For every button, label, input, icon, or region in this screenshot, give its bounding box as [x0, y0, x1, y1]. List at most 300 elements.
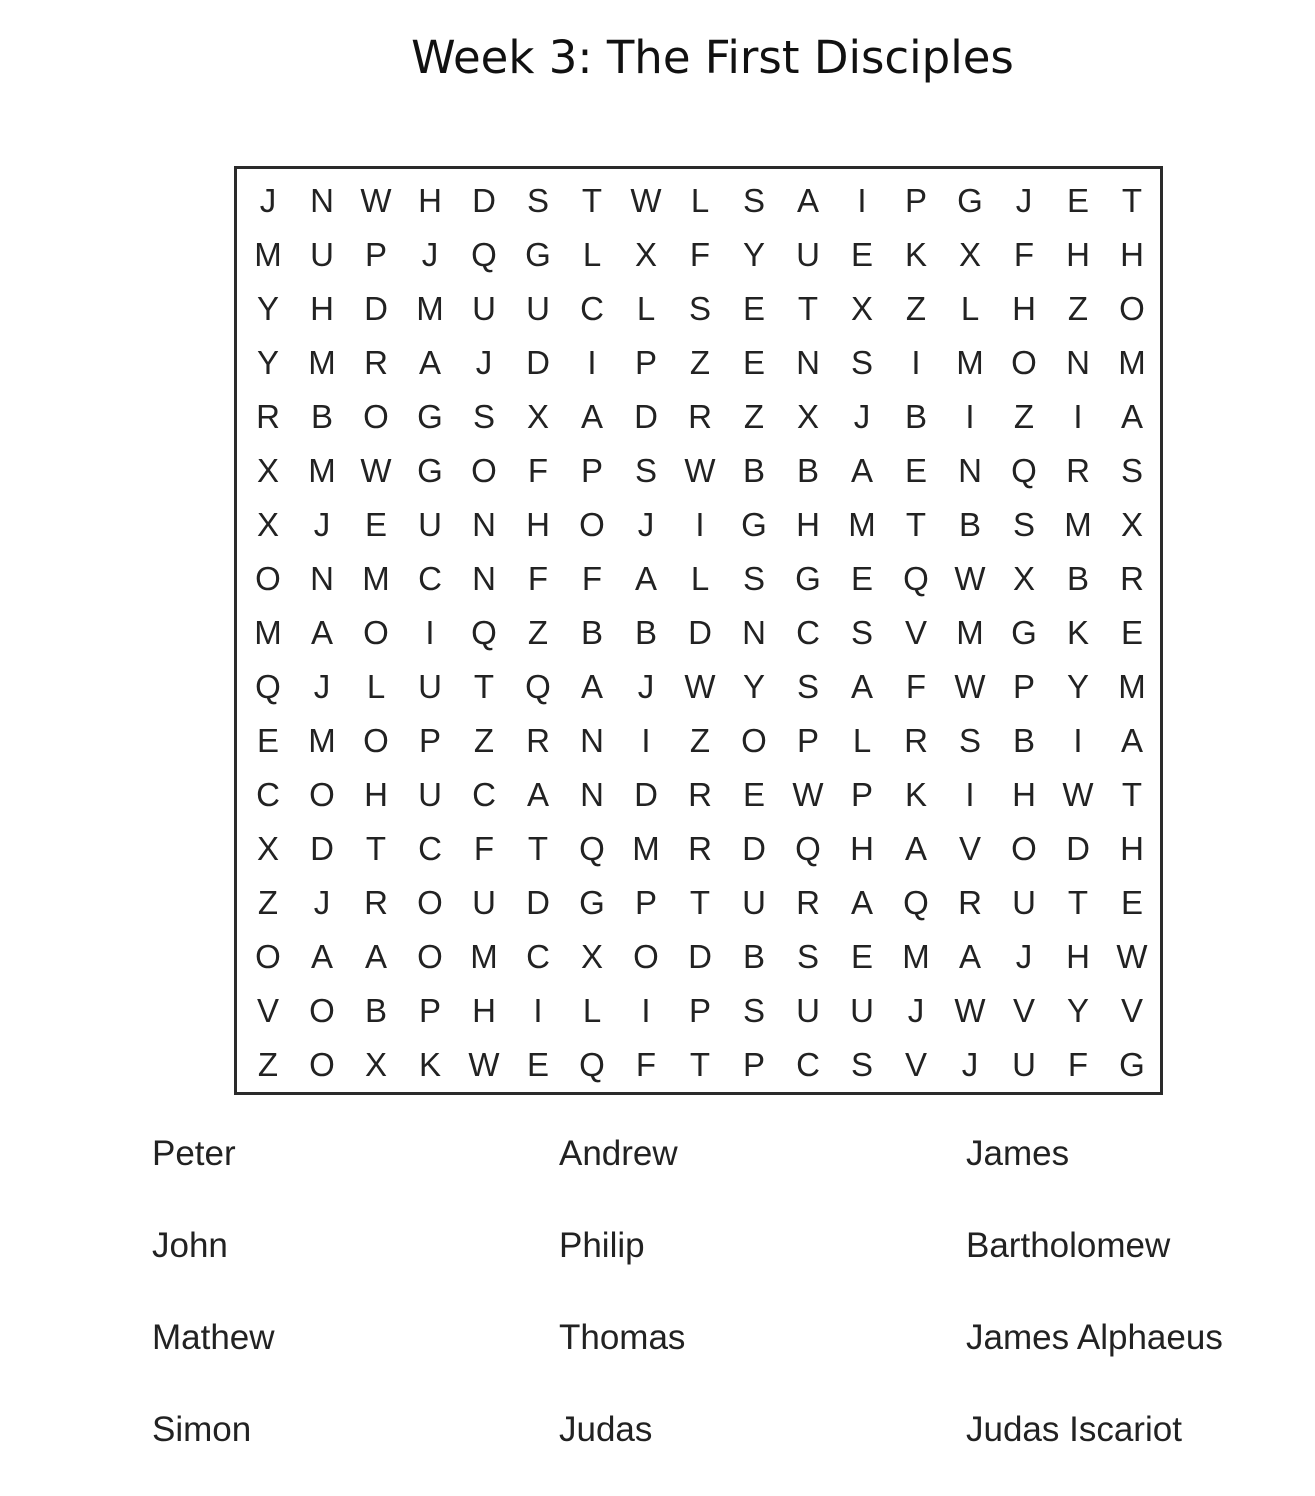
- grid-letter: D: [1066, 829, 1090, 867]
- grid-letter: T: [689, 1045, 711, 1083]
- grid-letter: A: [850, 451, 873, 489]
- grid-letter: E: [850, 937, 873, 975]
- grid-letter: M: [254, 613, 282, 651]
- grid-letter: C: [526, 937, 550, 975]
- grid-letter: B: [364, 991, 387, 1029]
- grid-letter: K: [1066, 613, 1089, 651]
- grid-letter: F: [689, 235, 711, 273]
- grid-letter: Z: [905, 289, 927, 327]
- grid-letter: T: [797, 289, 819, 327]
- grid-letter: N: [1066, 343, 1090, 381]
- grid-letter: R: [958, 883, 982, 921]
- grid-letter: J: [1015, 181, 1033, 219]
- word-list-item: Peter: [152, 1134, 236, 1173]
- grid-letter: A: [1120, 721, 1143, 759]
- grid-letter: U: [310, 235, 334, 273]
- grid-letter: M: [416, 289, 444, 327]
- grid-letter: O: [363, 613, 389, 651]
- grid-letter: C: [580, 289, 604, 327]
- grid-letter: O: [1119, 289, 1145, 327]
- grid-letter: A: [1120, 397, 1143, 435]
- grid-letter: S: [742, 559, 765, 597]
- grid-letter: T: [1121, 775, 1143, 813]
- grid-letter: S: [526, 181, 549, 219]
- grid-letter: E: [364, 505, 387, 543]
- grid-letter: M: [1064, 505, 1092, 543]
- grid-letter: O: [633, 937, 659, 975]
- grid-letter: R: [364, 343, 388, 381]
- word-list-item: Judas: [559, 1410, 653, 1449]
- grid-letter: D: [688, 613, 712, 651]
- grid-letter: U: [1012, 1045, 1036, 1083]
- word-list-item: Thomas: [559, 1318, 686, 1357]
- grid-letter: I: [965, 775, 975, 813]
- grid-letter: O: [579, 505, 605, 543]
- word-list-item: James: [966, 1134, 1070, 1173]
- grid-letter: P: [418, 991, 441, 1029]
- grid-letter: J: [853, 397, 871, 435]
- grid-letter: S: [850, 343, 873, 381]
- grid-letter: E: [1066, 181, 1089, 219]
- grid-letter: Z: [473, 721, 495, 759]
- grid-letter: V: [256, 991, 279, 1029]
- grid-letter: O: [309, 775, 335, 813]
- grid-letter: Q: [525, 667, 551, 705]
- grid-letter: B: [1066, 559, 1089, 597]
- grid-letter: R: [364, 883, 388, 921]
- grid-letter: G: [1011, 613, 1037, 651]
- grid-letter: G: [525, 235, 551, 273]
- grid-letter: E: [1120, 613, 1143, 651]
- grid-letter: O: [255, 937, 281, 975]
- grid-letter: D: [364, 289, 388, 327]
- word-list: [152, 1128, 1312, 1468]
- grid-letter: B: [634, 613, 657, 651]
- word-list-item: Philip: [559, 1226, 645, 1265]
- grid-letter: P: [904, 181, 927, 219]
- grid-letter: X: [958, 235, 981, 273]
- grid-letter: F: [527, 451, 549, 489]
- grid-letter: A: [310, 613, 333, 651]
- grid-letter: U: [472, 289, 496, 327]
- grid-letter: R: [688, 829, 712, 867]
- grid-letter: A: [526, 775, 549, 813]
- grid-letter: P: [688, 991, 711, 1029]
- grid-letter: H: [1066, 937, 1090, 975]
- grid-letter: M: [308, 343, 336, 381]
- grid-letter: J: [961, 1045, 979, 1083]
- grid-letter: M: [254, 235, 282, 273]
- grid-letter: L: [366, 667, 386, 705]
- grid-letter: B: [904, 397, 927, 435]
- grid-letter: N: [796, 343, 820, 381]
- grid-letter: A: [418, 343, 441, 381]
- grid-letter: J: [907, 991, 925, 1029]
- grid-letter: A: [958, 937, 981, 975]
- grid-letter: H: [364, 775, 388, 813]
- grid-letter: F: [635, 1045, 657, 1083]
- word-list-item: John: [152, 1226, 228, 1265]
- grid-letter: A: [634, 559, 657, 597]
- grid-letter: S: [1012, 505, 1035, 543]
- grid-letter: S: [796, 937, 819, 975]
- grid-letter: W: [684, 667, 716, 705]
- grid-letter: H: [1120, 235, 1144, 273]
- grid-letter: M: [470, 937, 498, 975]
- grid-letter: K: [904, 775, 927, 813]
- grid-letter: O: [255, 559, 281, 597]
- grid-letter: H: [310, 289, 334, 327]
- grid-letter: N: [310, 181, 334, 219]
- grid-letter: H: [526, 505, 550, 543]
- grid-letter: H: [1066, 235, 1090, 273]
- grid-letter: F: [1013, 235, 1035, 273]
- grid-letter: E: [742, 289, 765, 327]
- grid-letter: F: [473, 829, 495, 867]
- grid-letter: R: [1066, 451, 1090, 489]
- grid-letter: B: [310, 397, 333, 435]
- grid-letter: W: [1062, 775, 1094, 813]
- grid-letter: N: [472, 505, 496, 543]
- grid-letter: K: [904, 235, 927, 273]
- grid-letter: W: [792, 775, 824, 813]
- grid-letter: A: [580, 667, 603, 705]
- grid-letter: W: [954, 559, 986, 597]
- grid-letter: N: [472, 559, 496, 597]
- grid-letter: D: [472, 181, 496, 219]
- grid-letter: D: [742, 829, 766, 867]
- grid-letter: M: [308, 721, 336, 759]
- grid-letter: N: [580, 775, 604, 813]
- grid-letter: G: [417, 397, 443, 435]
- grid-letter: H: [418, 181, 442, 219]
- grid-letter: R: [688, 397, 712, 435]
- grid-letter: F: [527, 559, 549, 597]
- grid-letter: W: [1116, 937, 1148, 975]
- grid-letter: P: [634, 883, 657, 921]
- grid-letter: M: [848, 505, 876, 543]
- grid-letter: J: [637, 505, 655, 543]
- grid-letter: R: [796, 883, 820, 921]
- grid-letter: A: [364, 937, 387, 975]
- grid-letter: O: [417, 883, 443, 921]
- grid-letter: R: [688, 775, 712, 813]
- grid-letter: Z: [1013, 397, 1035, 435]
- grid-letter: J: [259, 181, 277, 219]
- grid-letter: Q: [903, 559, 929, 597]
- word-list-item: Mathew: [152, 1318, 275, 1357]
- grid-letter: Y: [742, 667, 765, 705]
- grid-letter: Z: [743, 397, 765, 435]
- grid-letter: X: [1120, 505, 1143, 543]
- grid-letter: I: [1073, 397, 1083, 435]
- grid-letter: H: [1012, 775, 1036, 813]
- grid-letter: A: [796, 181, 819, 219]
- grid-letter: D: [634, 397, 658, 435]
- grid-letter: I: [533, 991, 543, 1029]
- grid-letter: Q: [579, 829, 605, 867]
- grid-letter: J: [637, 667, 655, 705]
- grid-letter: O: [1011, 343, 1037, 381]
- grid-letter: O: [309, 1045, 335, 1083]
- grid-letter: T: [1067, 883, 1089, 921]
- grid-letter: O: [363, 397, 389, 435]
- page-title: Week 3: The First Disciples: [411, 31, 1014, 84]
- grid-letter: X: [256, 505, 279, 543]
- grid-letter: O: [1011, 829, 1037, 867]
- grid-letter: S: [742, 181, 765, 219]
- grid-letter: A: [580, 397, 603, 435]
- grid-letter: T: [689, 883, 711, 921]
- grid-letter: O: [309, 991, 335, 1029]
- grid-letter: L: [582, 235, 602, 273]
- grid-letter: V: [958, 829, 981, 867]
- grid-letter: P: [418, 721, 441, 759]
- grid-letter: X: [796, 397, 819, 435]
- grid-letter: Z: [689, 721, 711, 759]
- grid-letter: W: [468, 1045, 500, 1083]
- grid-letter: U: [472, 883, 496, 921]
- grid-letter: H: [796, 505, 820, 543]
- grid-letter: J: [313, 883, 331, 921]
- grid-letter: O: [363, 721, 389, 759]
- grid-letter: G: [579, 883, 605, 921]
- grid-letter: E: [904, 451, 927, 489]
- grid-letter: V: [904, 613, 927, 651]
- grid-letter: U: [1012, 883, 1036, 921]
- grid-letter: Z: [689, 343, 711, 381]
- grid-letter: X: [580, 937, 603, 975]
- grid-letter: P: [796, 721, 819, 759]
- grid-letter: U: [418, 667, 442, 705]
- grid-letter: N: [742, 613, 766, 651]
- grid-letter: C: [418, 559, 442, 597]
- grid-letter: C: [418, 829, 442, 867]
- grid-letter: S: [634, 451, 657, 489]
- grid-letter: S: [472, 397, 495, 435]
- grid-letter: M: [956, 343, 984, 381]
- grid-letter: M: [632, 829, 660, 867]
- grid-letter: H: [1012, 289, 1036, 327]
- grid-letter: I: [641, 721, 651, 759]
- grid-letter: I: [641, 991, 651, 1029]
- grid-letter: U: [796, 991, 820, 1029]
- grid-letter: Z: [527, 613, 549, 651]
- grid-letter: W: [360, 181, 392, 219]
- grid-letter: P: [742, 1045, 765, 1083]
- grid-letter: T: [365, 829, 387, 867]
- grid-letter: O: [471, 451, 497, 489]
- grid-letter: J: [421, 235, 439, 273]
- grid-letter: M: [1118, 343, 1146, 381]
- grid-letter: T: [527, 829, 549, 867]
- grid-letter: K: [418, 1045, 441, 1083]
- grid-letter: M: [956, 613, 984, 651]
- grid-letter: Y: [1066, 667, 1089, 705]
- grid-letter: S: [850, 1045, 873, 1083]
- grid-letter: B: [796, 451, 819, 489]
- grid-letter: Y: [1066, 991, 1089, 1029]
- grid-letter: G: [741, 505, 767, 543]
- grid-letter: X: [1012, 559, 1035, 597]
- grid-letter: M: [1118, 667, 1146, 705]
- grid-letter: J: [475, 343, 493, 381]
- grid-letter: Y: [742, 235, 765, 273]
- grid-letter: W: [954, 991, 986, 1029]
- grid-letter: E: [850, 235, 873, 273]
- grid-letter: D: [526, 883, 550, 921]
- grid-letter: M: [308, 451, 336, 489]
- grid-letter: X: [634, 235, 657, 273]
- grid-letter: B: [580, 613, 603, 651]
- grid-letter: R: [904, 721, 928, 759]
- grid-letter: P: [850, 775, 873, 813]
- grid-letter: A: [850, 667, 873, 705]
- grid-letter: X: [256, 829, 279, 867]
- grid-letter: R: [256, 397, 280, 435]
- grid-letter: W: [684, 451, 716, 489]
- word-list-item: James Alphaeus: [966, 1318, 1223, 1357]
- grid-letter: U: [526, 289, 550, 327]
- grid-letter: R: [1120, 559, 1144, 597]
- grid-letter: S: [1120, 451, 1143, 489]
- grid-letter: Y: [256, 343, 279, 381]
- grid-letter: B: [958, 505, 981, 543]
- grid-letter: T: [473, 667, 495, 705]
- grid-letter: U: [850, 991, 874, 1029]
- grid-letter: P: [364, 235, 387, 273]
- grid-letter: N: [310, 559, 334, 597]
- grid-letter: X: [850, 289, 873, 327]
- grid-letter: I: [1073, 721, 1083, 759]
- grid-letter: V: [1120, 991, 1143, 1029]
- grid-letter: E: [1120, 883, 1143, 921]
- grid-letter: L: [690, 181, 710, 219]
- grid-letter: P: [634, 343, 657, 381]
- grid-letter: O: [741, 721, 767, 759]
- grid-letter: U: [418, 505, 442, 543]
- grid-letter: F: [905, 667, 927, 705]
- grid-letter: E: [742, 775, 765, 813]
- grid-letter: B: [742, 451, 765, 489]
- grid-letter: I: [587, 343, 597, 381]
- grid-letter: E: [526, 1045, 549, 1083]
- grid-letter: B: [742, 937, 765, 975]
- grid-letter: P: [1012, 667, 1035, 705]
- grid-letter: L: [852, 721, 872, 759]
- grid-letter: C: [256, 775, 280, 813]
- grid-letter: S: [850, 613, 873, 651]
- grid-letter: A: [850, 883, 873, 921]
- grid-letter: X: [526, 397, 549, 435]
- grid-letter: Y: [256, 289, 279, 327]
- grid-letter: S: [796, 667, 819, 705]
- grid-letter: F: [581, 559, 603, 597]
- word-list-item: Bartholomew: [966, 1226, 1171, 1265]
- grid-letter: S: [688, 289, 711, 327]
- grid-letter: D: [526, 343, 550, 381]
- grid-letter: R: [526, 721, 550, 759]
- grid-letter: P: [580, 451, 603, 489]
- grid-letter: E: [742, 343, 765, 381]
- grid-letter: U: [742, 883, 766, 921]
- grid-letter: L: [582, 991, 602, 1029]
- grid-letter: Z: [257, 883, 279, 921]
- word-list-item: Andrew: [559, 1134, 678, 1173]
- grid-letter: C: [796, 1045, 820, 1083]
- grid-letter: X: [364, 1045, 387, 1083]
- grid-letter: W: [954, 667, 986, 705]
- grid-letter: L: [636, 289, 656, 327]
- letter-grid: [241, 173, 1159, 1091]
- grid-letter: Z: [1067, 289, 1089, 327]
- grid-letter: X: [256, 451, 279, 489]
- grid-letter: Q: [471, 613, 497, 651]
- grid-letter: Z: [257, 1045, 279, 1083]
- grid-letter: H: [1120, 829, 1144, 867]
- grid-letter: T: [581, 181, 603, 219]
- grid-letter: W: [360, 451, 392, 489]
- grid-letter: W: [630, 181, 662, 219]
- grid-letter: Q: [471, 235, 497, 273]
- grid-letter: M: [362, 559, 390, 597]
- grid-letter: S: [958, 721, 981, 759]
- grid-letter: L: [960, 289, 980, 327]
- grid-letter: J: [313, 505, 331, 543]
- grid-letter: A: [310, 937, 333, 975]
- grid-letter: I: [857, 181, 867, 219]
- grid-letter: I: [911, 343, 921, 381]
- grid-letter: Q: [579, 1045, 605, 1083]
- grid-letter: D: [688, 937, 712, 975]
- word-search-grid: [234, 166, 1163, 1095]
- grid-letter: G: [1119, 1045, 1145, 1083]
- grid-letter: G: [417, 451, 443, 489]
- grid-letter: C: [796, 613, 820, 651]
- grid-letter: J: [1015, 937, 1033, 975]
- grid-letter: C: [472, 775, 496, 813]
- grid-letter: E: [256, 721, 279, 759]
- grid-letter: H: [850, 829, 874, 867]
- grid-letter: V: [904, 1045, 927, 1083]
- grid-letter: E: [850, 559, 873, 597]
- grid-letter: N: [580, 721, 604, 759]
- grid-letter: U: [796, 235, 820, 273]
- grid-letter: Q: [255, 667, 281, 705]
- grid-letter: U: [418, 775, 442, 813]
- grid-letter: O: [417, 937, 443, 975]
- grid-letter: J: [313, 667, 331, 705]
- grid-letter: B: [1012, 721, 1035, 759]
- word-list-item: Simon: [152, 1410, 252, 1449]
- grid-letter: T: [905, 505, 927, 543]
- grid-letter: Q: [795, 829, 821, 867]
- grid-letter: F: [1067, 1045, 1089, 1083]
- grid-letter: L: [690, 559, 710, 597]
- grid-letter: Q: [1011, 451, 1037, 489]
- grid-letter: I: [965, 397, 975, 435]
- grid-letter: V: [1012, 991, 1035, 1029]
- grid-letter: G: [795, 559, 821, 597]
- grid-letter: Q: [903, 883, 929, 921]
- grid-letter: I: [695, 505, 705, 543]
- word-list-item: Judas Iscariot: [966, 1410, 1182, 1449]
- grid-letter: S: [742, 991, 765, 1029]
- grid-letter: D: [634, 775, 658, 813]
- grid-letter: N: [958, 451, 982, 489]
- grid-letter: A: [904, 829, 927, 867]
- grid-letter: H: [472, 991, 496, 1029]
